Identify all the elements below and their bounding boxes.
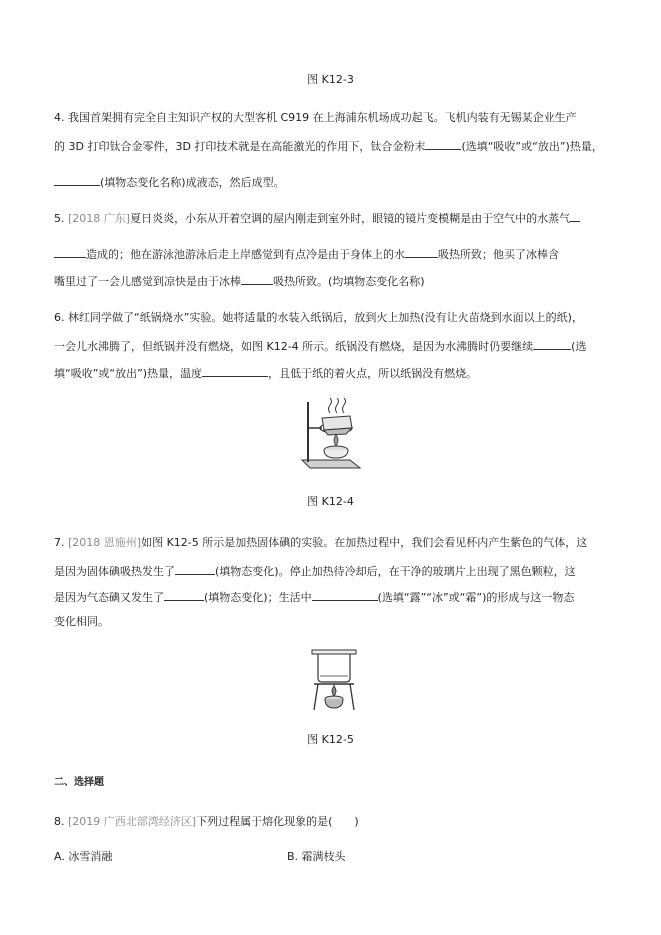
q6-line-2	[54, 338, 586, 354]
q5-line-3-text-a: 嘴里过了一会儿感觉到凉快是由于冰棒	[54, 275, 241, 288]
figure-caption-k12-3: 图 K12-3	[307, 73, 354, 86]
q4-line-2	[54, 138, 603, 154]
figure-caption-k12-5: 图 K12-5	[307, 733, 354, 746]
q4-line-2-text-a: 的 3D 打印钛合金零件，3D 打印技术就是在高能激光的作用下，钛合金粉末	[54, 140, 426, 153]
q4-line-2-text-b: (选填“吸收”或“放出”)热量，	[461, 140, 603, 153]
iodine-heating-illustration	[308, 648, 360, 714]
q5-blank-3[interactable]	[241, 273, 273, 285]
q7-blank-2[interactable]	[164, 589, 204, 601]
q6-blank-2[interactable]	[202, 365, 268, 377]
q7-line-3-text-c: (选填“露”“冰”或“霜”)的形成与这一物态	[377, 591, 575, 604]
q7-line-1-text: 如图 K12-5 所示是加热固体碘的实验。在加热过程中，我们会看见杯内产生紫色的气体，这	[141, 536, 588, 549]
q7-line-3-text-a: 是因为气态碘又发生了	[54, 591, 164, 604]
q5-source-tag: [2018 广东]	[68, 212, 131, 225]
q6-blank-1[interactable]	[533, 338, 571, 350]
paper-pot-stand-illustration	[298, 398, 364, 470]
q8-stem: 下列过程属于熔化现象的是( )	[196, 815, 359, 828]
q7-line-2	[54, 563, 576, 579]
q5-line-2-text-b: 吸热所致；他买了冰棒含	[438, 248, 559, 261]
q4-line-3-text: (填物态变化名称)成液态，然后成型。	[100, 176, 285, 189]
q7-line-3	[54, 589, 574, 605]
q4-line-3	[54, 174, 285, 190]
q7-blank-1[interactable]	[175, 563, 215, 575]
q4-blank-2[interactable]	[54, 174, 100, 186]
q5-line-3-text-b: 吸热所致。(均填物态变化名称)	[273, 275, 425, 288]
q5-blank-1a[interactable]	[570, 210, 580, 222]
q8-source-tag: [2019 广西北部湾经济区]	[68, 815, 197, 828]
figure-caption-k12-4: 图 K12-4	[307, 495, 354, 508]
q6-line-3	[54, 365, 477, 381]
q6-line-2-text: 一会儿水沸腾了，但纸锅并没有燃烧，如图 K12-4 所示。纸锅没有燃烧，是因为水沸腾时仍要继续	[54, 340, 534, 353]
q7-line-2-text-a: 是因为固体碘吸热发生了	[54, 565, 175, 578]
q8-option-a[interactable]: A. 冰雪消融	[54, 850, 113, 863]
q7-line-4: 变化相同。	[54, 615, 109, 628]
q7-number: 7.	[54, 536, 68, 549]
q5-line-2	[54, 246, 559, 262]
q4-blank-1[interactable]	[425, 138, 461, 150]
q8-line-1	[54, 815, 359, 829]
q7-line-3-text-b: (填物态变化)；生活中	[204, 591, 312, 604]
q7-source-tag: [2018 恩施州]	[68, 536, 142, 549]
q5-blank-1b[interactable]	[54, 246, 86, 258]
q4-line-1: 4. 我国首架拥有完全自主知识产权的大型客机 C919 在上海浦东机场成功起飞。飞机内装有无锡某企业生产	[54, 111, 577, 124]
q5-line-2-text-a: 造成的；他在游泳池游泳后走上岸感觉到有点冷是由于身体上的水	[86, 248, 405, 261]
q5-line-3	[54, 273, 425, 289]
q8-number: 8.	[54, 815, 68, 828]
q7-line-1	[54, 536, 587, 550]
q5-blank-2[interactable]	[405, 246, 438, 258]
q6-line-3-text-b: ，且低于纸的着火点，所以纸锅没有燃烧。	[268, 367, 478, 380]
q6-line-3-text-a: 填“吸收”或“放出”)热量，温度	[54, 367, 203, 380]
q7-blank-3[interactable]	[312, 589, 378, 601]
q7-line-2-text-b: (填物态变化)。停止加热待冷却后，在干净的玻璃片上出现了黑色颗粒，这	[215, 565, 576, 578]
q8-option-b[interactable]: B. 霜满枝头	[287, 850, 346, 863]
section-title-choice: 二、选择题	[54, 777, 104, 788]
q5-number: 5.	[54, 212, 68, 225]
q6-line-1: 6. 林红同学做了“纸锅烧水”实验。她将适量的水装入纸锅后，放到火上加热(没有让火苗烧到水面以上的纸)，	[54, 311, 583, 324]
q5-line-1-text: 夏日炎炎，小东从开着空调的屋内刚走到室外时，眼镜的镜片变模糊是由于空气中的水蒸气	[130, 212, 571, 225]
q5-line-1	[54, 210, 580, 226]
q6-line-2-text-b: (选	[571, 340, 587, 353]
